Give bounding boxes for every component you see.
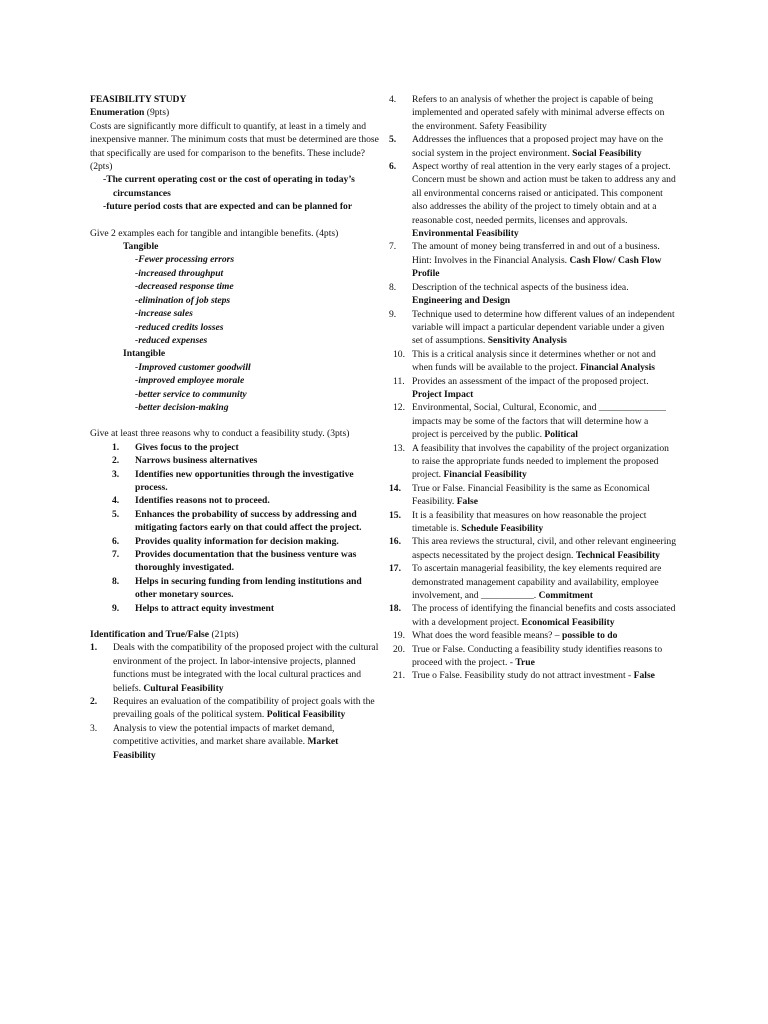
question-item: [389, 308, 677, 348]
answer-text: Financial Analysis: [580, 362, 656, 374]
item-number: 9.: [389, 308, 397, 320]
item-number: 7.: [112, 549, 120, 560]
item-number: 4.: [389, 94, 397, 105]
answer-text: False: [633, 670, 655, 682]
item-number: 14.: [389, 482, 401, 494]
item-number: 19.: [393, 630, 405, 642]
answer-text: Market Feasibility: [113, 736, 339, 761]
question-text: What does the word feasible means? –: [412, 630, 562, 642]
question-item: [389, 562, 677, 602]
document-title: FEASIBILITY STUDY: [90, 94, 187, 105]
answer-text: Cultural Feasibility: [143, 682, 224, 694]
answer-text: Sensitivity Analysis: [487, 335, 567, 347]
reason-text: Helps in securing funding from lending institutions and other monetary sources.: [135, 575, 362, 601]
tangible-item: -increased throughput: [135, 267, 224, 279]
question-item: [389, 482, 677, 509]
question-item: [389, 160, 677, 240]
reasons-list: [90, 441, 380, 615]
reason-item: [90, 575, 380, 602]
question-text: Environmental, Social, Cultural, Economic, and ______________ impacts may be some of the factors that will determine how a project is perceived by the public.: [412, 402, 666, 441]
reason-item: [90, 548, 380, 575]
question-item: [389, 442, 677, 482]
enumeration-label: Enumeration: [90, 107, 145, 119]
question-text: Requires an evaluation of the compatibility of project goals with the prevailing goals of the political system.: [113, 696, 375, 721]
item-number: 21.: [393, 670, 405, 682]
item-number: 6.: [112, 535, 120, 547]
answer-text: Political: [544, 429, 578, 441]
item-number: 17.: [389, 563, 401, 575]
reason-text: Gives focus to the project: [135, 441, 239, 453]
right-column: [389, 93, 677, 683]
question-text: To ascertain managerial feasibility, the key elements required are demonstrated management capability and availability, employee involvement, and ___________.: [412, 563, 662, 602]
intangible-list: [90, 361, 380, 415]
item-number: 3.: [112, 468, 120, 480]
item-number: 7.: [389, 241, 397, 253]
question-item: [389, 240, 677, 280]
left-column: [90, 93, 380, 762]
costs-answer: -future period costs that are expected and can be planned for: [103, 201, 353, 213]
question-text: A feasibility that involves the capability of the project organization to raise the appropriate funds needed to implement the proposed project.: [412, 442, 669, 481]
reason-text: Helps to attract equity investment: [135, 602, 275, 614]
question-item: [90, 641, 380, 695]
question-text: True or False. Financial Feasibility is the same as Economical Feasibility.: [412, 482, 650, 508]
question-text: Deals with the compatibility of the proposed project with the cultural environment of the project. In labor-intensive projects, planned functions must be integrated with the local cultural practices and beliefs.: [113, 642, 379, 694]
reason-item: [90, 535, 380, 548]
item-number: 10.: [393, 348, 405, 360]
tangible-item: -elimination of job steps: [135, 294, 231, 306]
question-text: Technique used to determine how different values of an independent variable will impact a particular dependent variable under a given set of assumptions.: [412, 308, 675, 347]
costs-question: Costs are significantly more difficult to quantify, at least in a timely and inexpensive manner. The minimum costs that must be determined are those that specifically are used for comparison to the benefits. These include? (2pts): [90, 120, 379, 173]
intangible-item: -better service to community: [135, 388, 247, 400]
reason-item: [90, 468, 380, 495]
reason-text: Provides quality information for decision making.: [135, 535, 339, 547]
item-number: 3.: [90, 722, 98, 734]
answer-text: Political Feasibility: [266, 709, 346, 721]
question-item: [389, 669, 677, 682]
reason-item: [90, 454, 380, 467]
answer-text: Technical Feasibility: [575, 549, 660, 561]
item-number: 12.: [393, 402, 405, 414]
costs-answer: -The current operating cost or the cost of operating in today’s circumstances: [103, 174, 355, 199]
answer-text: Schedule Feasibility: [461, 523, 544, 534]
reason-item: [90, 441, 380, 454]
question-item: [389, 401, 677, 441]
tangible-item: -increase sales: [135, 308, 193, 320]
identification-items-right: [389, 93, 677, 683]
question-text: The process of identifying the financial benefits and costs associated with a development project.: [412, 603, 676, 628]
answer-text: Social Feasibility: [572, 147, 642, 159]
reason-item: [90, 508, 380, 535]
question-text: True o False. Feasibility study do not attract investment -: [412, 670, 634, 682]
tangible-item: -reduced credits losses: [135, 321, 224, 333]
question-text: Addresses the influences that a proposed project may have on the social system in the project environment.: [412, 134, 663, 159]
question-item: [389, 509, 677, 536]
question-text: This area reviews the structural, civil, and other relevant engineering aspects necessitated by the project design.: [412, 536, 676, 561]
tangible-list: [90, 253, 380, 347]
question-item: [389, 643, 677, 670]
item-number: 15.: [389, 509, 401, 521]
question-item: [389, 93, 677, 133]
intangible-item: -improved employee morale: [135, 375, 245, 387]
item-number: 8.: [389, 281, 397, 293]
reason-text: Identifies reasons not to proceed.: [135, 495, 270, 507]
identification-points: (21pts): [209, 629, 239, 641]
identification-items-left: [90, 641, 380, 762]
question-item: [389, 629, 677, 642]
answer-text: possible to do: [561, 630, 618, 642]
item-number: 18.: [389, 603, 401, 615]
question-text: True or False. Conducting a feasibility study identifies reasons to proceed with the project. -: [412, 643, 663, 669]
question-text: Refers to an analysis of whether the project is capable of being implemented and operated safely with minimal adverse effects on the environment. Safety Feasibility: [412, 94, 665, 132]
tangible-item: -Fewer processing errors: [135, 254, 235, 266]
item-number: 5.: [112, 508, 120, 520]
item-number: 1.: [112, 441, 120, 453]
question-text: This is a critical analysis since it determines whether or not and when funds will be available to the project.: [412, 348, 656, 374]
enumeration-heading: [90, 106, 380, 119]
tangible-label: Tangible: [123, 241, 159, 253]
costs-answer-list: [90, 173, 380, 213]
answer-text: Economical Feasibility: [521, 616, 615, 628]
question-item: [389, 375, 677, 402]
reason-text: Provides documentation that the business venture was thoroughly investigated.: [135, 549, 357, 574]
question-item: [389, 281, 677, 308]
answer-text: Environmental Feasibility: [412, 228, 519, 240]
intangible-label: Intangible: [123, 348, 166, 360]
identification-heading: [90, 628, 380, 641]
item-number: 5.: [389, 134, 397, 146]
intangible-item: -Improved customer goodwill: [135, 361, 251, 373]
reason-text: Narrows business alternatives: [135, 455, 258, 467]
enumeration-points: (9pts): [144, 107, 170, 119]
item-number: 1.: [90, 642, 98, 654]
question-text: Provides an assessment of the impact of the proposed project.: [412, 375, 649, 387]
answer-text: Engineering and Design: [412, 295, 511, 307]
answer-text: Project Impact: [412, 388, 474, 400]
answer-text: False: [456, 496, 479, 508]
question-item: [389, 348, 677, 375]
question-text: It is a feasibility that measures on how reasonable the project timetable is.: [412, 509, 647, 534]
item-number: 4.: [112, 495, 120, 507]
question-text: Description of the technical aspects of the business idea.: [412, 281, 629, 293]
item-number: 20.: [393, 643, 405, 655]
intangible-item: -better decision-making: [135, 401, 229, 413]
answer-text: Cash Flow/ Cash Flow Profile: [412, 254, 662, 280]
item-number: 8.: [112, 575, 120, 587]
question-item: [389, 133, 677, 160]
identification-label: Identification and True/False: [90, 629, 210, 641]
answer-text: Commitment: [538, 590, 593, 602]
reason-text: Identifies new opportunities through the investigative process.: [135, 468, 354, 493]
question-item: [389, 535, 677, 562]
reasons-question: Give at least three reasons why to conduct a feasibility study. (3pts): [90, 428, 350, 440]
item-number: 9.: [112, 602, 120, 614]
benefits-question: Give 2 examples each for tangible and intangible benefits. (4pts): [90, 227, 339, 239]
answer-text: Financial Feasibility: [443, 469, 527, 481]
reason-item: [90, 494, 380, 507]
tangible-item: -reduced expenses: [135, 334, 208, 346]
question-item: [389, 602, 677, 629]
tangible-item: -decreased response time: [135, 281, 234, 293]
question-text: Analysis to view the potential impacts of market demand, competitive activities, and market share available.: [113, 722, 335, 748]
reason-item: [90, 602, 380, 615]
item-number: 11.: [393, 375, 405, 387]
item-number: 16.: [389, 536, 401, 548]
reason-text: Enhances the probability of success by addressing and mitigating factors early on that could affect the project.: [135, 508, 362, 534]
question-text: Aspect worthy of real attention in the very early stages of a project. Concern must be shown and action must be taken to address any and all environmental concerns raised or anticipated. This component also addresses the ability of the project to timely obtain and at a reasonable cost, needed permits, licenses and approvals.: [412, 161, 676, 226]
answer-text: True: [515, 657, 535, 669]
question-item: [90, 722, 380, 762]
question-item: [90, 695, 380, 722]
item-number: 2.: [90, 696, 98, 708]
item-number: 6.: [389, 161, 397, 173]
item-number: 2.: [112, 455, 120, 467]
question-text: The amount of money being transferred in and out of a business. Hint: Involves in the Financial Analysis.: [412, 241, 660, 266]
item-number: 13.: [393, 442, 405, 454]
